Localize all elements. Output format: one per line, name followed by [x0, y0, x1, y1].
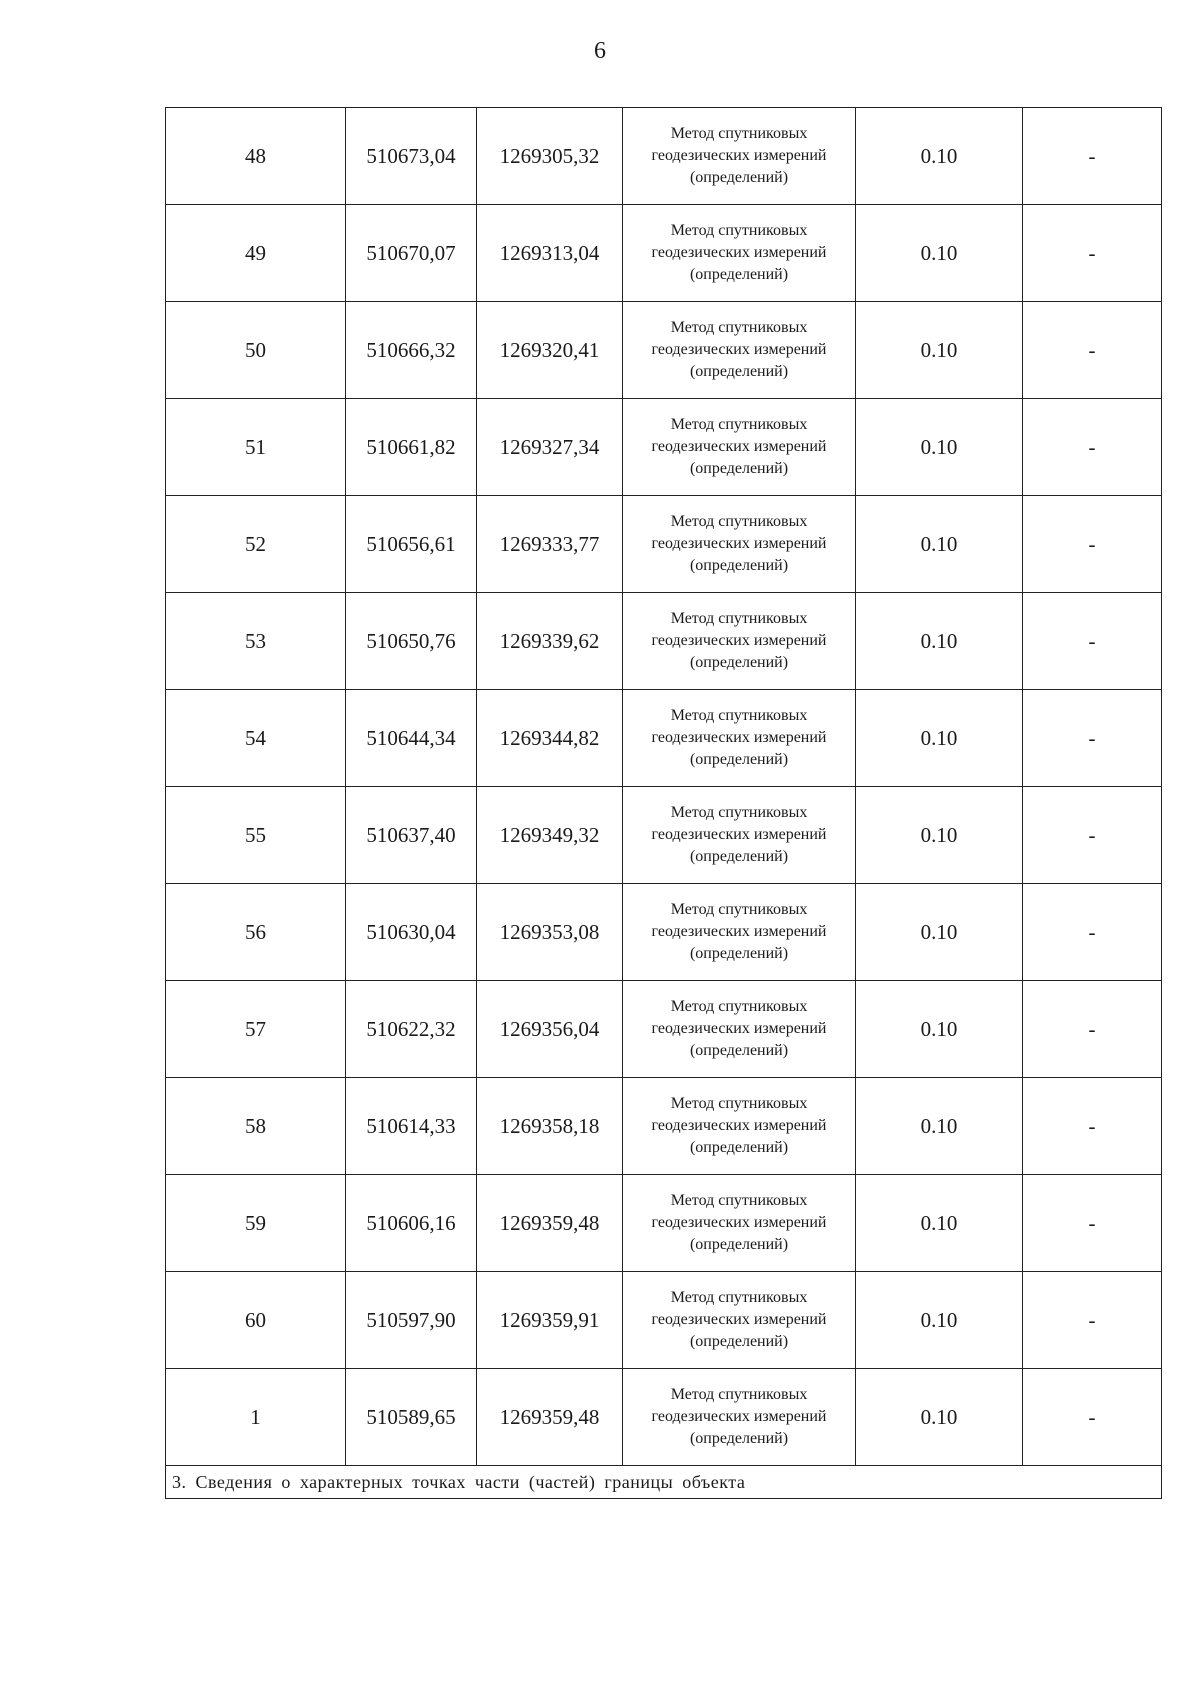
- method-cell: [623, 399, 856, 496]
- coordinates-table: [165, 107, 1162, 1499]
- table-row: [166, 1078, 1162, 1175]
- method-cell: [623, 690, 856, 787]
- extra-cell: -: [1023, 1078, 1162, 1175]
- method-line: Метод спутниковых: [670, 901, 808, 918]
- precision-cell: 0.10: [856, 981, 1023, 1078]
- table-row: [166, 593, 1162, 690]
- y-coordinate-cell: 1269344,82: [477, 690, 623, 787]
- method-cell: [623, 981, 856, 1078]
- x-coordinate-cell: 510606,16: [346, 1175, 477, 1272]
- method-cell: [623, 302, 856, 399]
- method-line: Метод спутниковых: [670, 1095, 808, 1112]
- method-line: (определений): [689, 1042, 789, 1059]
- method-cell: [623, 1369, 856, 1466]
- y-coordinate-cell: 1269327,34: [477, 399, 623, 496]
- y-coordinate-cell: 1269356,04: [477, 981, 623, 1078]
- point-number-cell: 54: [166, 690, 346, 787]
- method-line: Метод спутниковых: [670, 1289, 808, 1306]
- precision-cell: 0.10: [856, 1369, 1023, 1466]
- method-line: Метод спутниковых: [670, 222, 808, 239]
- precision-cell: 0.10: [856, 496, 1023, 593]
- extra-cell: -: [1023, 787, 1162, 884]
- x-coordinate-cell: 510622,32: [346, 981, 477, 1078]
- table-row: [166, 399, 1162, 496]
- y-coordinate-cell: 1269349,32: [477, 787, 623, 884]
- method-cell: [623, 1272, 856, 1369]
- x-coordinate-cell: 510589,65: [346, 1369, 477, 1466]
- point-number-cell: 60: [166, 1272, 346, 1369]
- method-line: геодезических измерений: [651, 438, 827, 455]
- table-row: [166, 884, 1162, 981]
- y-coordinate-cell: 1269353,08: [477, 884, 623, 981]
- point-number-cell: 59: [166, 1175, 346, 1272]
- precision-cell: 0.10: [856, 690, 1023, 787]
- section-heading: 3. Сведения о характерных точках части (частей) границы объекта: [166, 1466, 1162, 1499]
- point-number-cell: 56: [166, 884, 346, 981]
- table-row: [166, 205, 1162, 302]
- method-line: (определений): [689, 266, 789, 283]
- y-coordinate-cell: 1269358,18: [477, 1078, 623, 1175]
- method-line: Метод спутниковых: [670, 125, 808, 142]
- point-number-cell: 51: [166, 399, 346, 496]
- method-line: Метод спутниковых: [670, 1386, 808, 1403]
- point-number-cell: 52: [166, 496, 346, 593]
- point-number-cell: 50: [166, 302, 346, 399]
- method-line: Метод спутниковых: [670, 804, 808, 821]
- method-line: Метод спутниковых: [670, 998, 808, 1015]
- point-number-cell: 58: [166, 1078, 346, 1175]
- extra-cell: -: [1023, 1272, 1162, 1369]
- method-line: геодезических измерений: [651, 1311, 827, 1328]
- extra-cell: -: [1023, 884, 1162, 981]
- y-coordinate-cell: 1269333,77: [477, 496, 623, 593]
- method-cell: [623, 205, 856, 302]
- method-line: геодезических измерений: [651, 632, 827, 649]
- y-coordinate-cell: 1269305,32: [477, 108, 623, 205]
- table-row: [166, 1369, 1162, 1466]
- table-row: [166, 787, 1162, 884]
- method-line: геодезических измерений: [651, 923, 827, 940]
- method-cell: [623, 108, 856, 205]
- x-coordinate-cell: 510597,90: [346, 1272, 477, 1369]
- method-line: геодезических измерений: [651, 535, 827, 552]
- method-cell: [623, 787, 856, 884]
- extra-cell: -: [1023, 302, 1162, 399]
- method-line: Метод спутниковых: [670, 707, 808, 724]
- extra-cell: -: [1023, 1175, 1162, 1272]
- x-coordinate-cell: 510637,40: [346, 787, 477, 884]
- point-number-cell: 55: [166, 787, 346, 884]
- method-cell: [623, 1078, 856, 1175]
- method-line: Метод спутниковых: [670, 610, 808, 627]
- precision-cell: 0.10: [856, 108, 1023, 205]
- precision-cell: 0.10: [856, 1272, 1023, 1369]
- table-row: [166, 981, 1162, 1078]
- method-cell: [623, 593, 856, 690]
- extra-cell: -: [1023, 108, 1162, 205]
- page-number: 6: [594, 38, 606, 64]
- precision-cell: 0.10: [856, 399, 1023, 496]
- method-line: Метод спутниковых: [670, 416, 808, 433]
- method-line: (определений): [689, 557, 789, 574]
- method-line: Метод спутниковых: [670, 1192, 808, 1209]
- precision-cell: 0.10: [856, 884, 1023, 981]
- point-number-cell: 1: [166, 1369, 346, 1466]
- method-line: (определений): [689, 363, 789, 380]
- method-line: (определений): [689, 1430, 789, 1447]
- method-line: геодезических измерений: [651, 341, 827, 358]
- x-coordinate-cell: 510670,07: [346, 205, 477, 302]
- x-coordinate-cell: 510614,33: [346, 1078, 477, 1175]
- table-row: [166, 108, 1162, 205]
- method-line: геодезических измерений: [651, 1408, 827, 1425]
- method-line: (определений): [689, 654, 789, 671]
- method-line: (определений): [689, 848, 789, 865]
- precision-cell: 0.10: [856, 787, 1023, 884]
- y-coordinate-cell: 1269320,41: [477, 302, 623, 399]
- extra-cell: -: [1023, 981, 1162, 1078]
- x-coordinate-cell: 510673,04: [346, 108, 477, 205]
- precision-cell: 0.10: [856, 302, 1023, 399]
- table-row: [166, 1175, 1162, 1272]
- y-coordinate-cell: 1269359,91: [477, 1272, 623, 1369]
- precision-cell: 0.10: [856, 1078, 1023, 1175]
- method-line: геодезических измерений: [651, 1214, 827, 1231]
- point-number-cell: 57: [166, 981, 346, 1078]
- table-row: [166, 496, 1162, 593]
- method-line: (определений): [689, 1333, 789, 1350]
- extra-cell: -: [1023, 593, 1162, 690]
- method-line: (определений): [689, 1139, 789, 1156]
- method-line: (определений): [689, 460, 789, 477]
- precision-cell: 0.10: [856, 1175, 1023, 1272]
- x-coordinate-cell: 510656,61: [346, 496, 477, 593]
- method-line: Метод спутниковых: [670, 513, 808, 530]
- extra-cell: -: [1023, 496, 1162, 593]
- x-coordinate-cell: 510630,04: [346, 884, 477, 981]
- x-coordinate-cell: 510666,32: [346, 302, 477, 399]
- point-number-cell: 48: [166, 108, 346, 205]
- x-coordinate-cell: 510650,76: [346, 593, 477, 690]
- method-line: Метод спутниковых: [670, 319, 808, 336]
- method-line: геодезических измерений: [651, 826, 827, 843]
- table-body: [166, 108, 1162, 1466]
- method-line: (определений): [689, 751, 789, 768]
- extra-cell: -: [1023, 1369, 1162, 1466]
- method-line: (определений): [689, 1236, 789, 1253]
- table-row: [166, 1272, 1162, 1369]
- precision-cell: 0.10: [856, 593, 1023, 690]
- method-line: геодезических измерений: [651, 1117, 827, 1134]
- x-coordinate-cell: 510661,82: [346, 399, 477, 496]
- method-line: геодезических измерений: [651, 1020, 827, 1037]
- y-coordinate-cell: 1269359,48: [477, 1175, 623, 1272]
- extra-cell: -: [1023, 690, 1162, 787]
- method-line: геодезических измерений: [651, 147, 827, 164]
- y-coordinate-cell: 1269359,48: [477, 1369, 623, 1466]
- method-line: (определений): [689, 945, 789, 962]
- x-coordinate-cell: 510644,34: [346, 690, 477, 787]
- method-cell: [623, 496, 856, 593]
- extra-cell: -: [1023, 205, 1162, 302]
- method-line: геодезических измерений: [651, 244, 827, 261]
- extra-cell: -: [1023, 399, 1162, 496]
- point-number-cell: 53: [166, 593, 346, 690]
- precision-cell: 0.10: [856, 205, 1023, 302]
- section-heading-row: [166, 1466, 1162, 1499]
- point-number-cell: 49: [166, 205, 346, 302]
- method-cell: [623, 884, 856, 981]
- y-coordinate-cell: 1269339,62: [477, 593, 623, 690]
- table-row: [166, 302, 1162, 399]
- method-cell: [623, 1175, 856, 1272]
- method-line: геодезических измерений: [651, 729, 827, 746]
- y-coordinate-cell: 1269313,04: [477, 205, 623, 302]
- table-row: [166, 690, 1162, 787]
- method-line: (определений): [689, 169, 789, 186]
